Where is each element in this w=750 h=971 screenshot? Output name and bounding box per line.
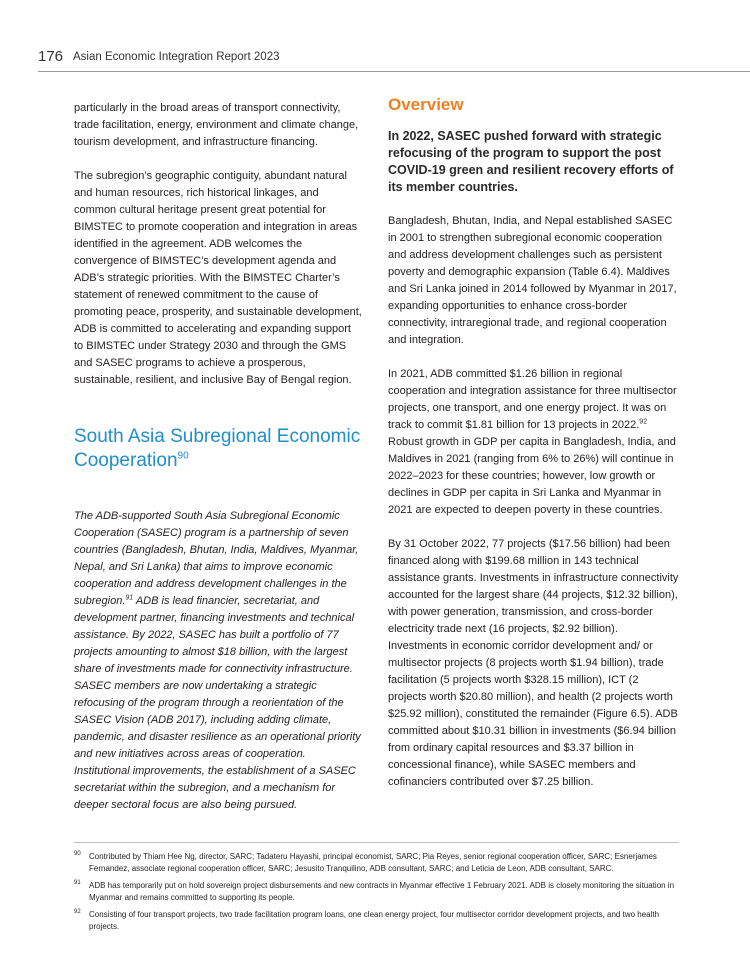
right-paragraph-3: By 31 October 2022, 77 projects ($17.56 billion) had been financed along with $199.68 million in 143 technical assistance grants. Investments in infrastructure connectivity accounted for the largest share (44 projects, $12.32 billion), with power generation, transmission, and cross-border electricity trade next (16 projects, $2.92 billion). Investments in economic corridor development and/ or multisector projects (8 projects worth $1.94 billion), trade facilitation (5 projects worth $328.15 million), ICT (2 projects worth $20.80 million), and health (2 projects worth $25.92 million), constituted the remainder (Figure 6.5). ADB committed about $10.31 billion in investments ($6.94 billion from ordinary capital resources and $3.37 billion in concessional finance), while SASEC members and cofinanciers contributed over $7.25 billion. — [388, 538, 679, 788]
left-paragraph-1: particularly in the broad areas of transport connectivity, trade facilitation, energy, environment and climate change, tourism development, and infrastructure financing. — [74, 102, 359, 148]
right-paragraph-2 — [388, 366, 679, 519]
footnote-92 — [74, 909, 679, 932]
italic-part-b: ADB is lead financier, secretariat, and development partner, financing investments and technical assistance. By 2022, SASEC has built a portfolio of 77 projects amounting to almost $18 billion, with the largest share of investments made for connectivity infrastructure. SASEC members are now undertaking a strategic refocusing of the program through a reorientation of the SASEC Vision (ADB 2017), including adding climate, pandemic, and disaster resilience as an operational priority and new initiatives across areas of cooperation. Institutional improvements, the establishment of a SASEC secretariat within the subregion, and a mechanism for deeper sectoral focus are also being pursued. — [74, 595, 361, 811]
page-header — [38, 47, 750, 72]
footnote-ref-91: 91 — [125, 594, 134, 602]
footnote-number: 92 — [74, 909, 81, 915]
italic-part-a: The ADB-supported South Asia Subregional Economic Cooperation (SASEC) program is a partnership of seven countries (Bangladesh, Bhutan, India, Maldives, Myanmar, Nepal, and Sri Lanka) that aims to improve economic cooperation and address development challenges in the subregion. — [74, 510, 359, 607]
right-paragraph-2a: In 2021, ADB committed $1.26 billion in regional cooperation and integration assistance for three multisector projects, one transport, and one energy project. It was on track to commit $1.81 billion for 13 projects in 2022. — [388, 368, 677, 431]
section-title-footnote-ref: 90 — [177, 450, 189, 462]
running-title: Asian Economic Integration Report 2023 — [73, 51, 280, 63]
footnote-ref-92: 92 — [639, 418, 648, 426]
footnotes — [74, 842, 679, 938]
footnote-90 — [74, 851, 679, 874]
footnote-91 — [74, 880, 679, 903]
footnote-number: 90 — [74, 851, 81, 857]
footnote-text: Contributed by Thiam Hee Ng, director, SARC; Tadateru Hayashi, principal economist, SARC; Pia Reyes, senior regional cooperation officer, SARC; Esnerjames Fernandez, associate regional cooperation officer, SARC; Jesusito Tranquilino, ADB consultant, SARC; and Leticia de Leon, ADB consultant, SARC. — [89, 852, 657, 873]
right-paragraph-2b: Robust growth in GDP per capita in Bangladesh, India, and Maldives in 2021 (ranging from 6% to 26%) will continue in 2022–2023 for these countries; however, low growth or declines in GDP per capita in Sri Lanka and Myanmar in 2021 are expected to deepen poverty in these countries. — [388, 436, 676, 516]
overview-heading: Overview — [388, 95, 464, 114]
page-number: 176 — [38, 48, 64, 65]
left-paragraph-2: The subregion’s geographic contiguity, abundant natural and human resources, rich historical linkages, and common cultural heritage present great potential for BIMSTEC to promote cooperation and integration in areas identified in the agreement. ADB welcomes the convergence of BIMSTEC’s development agenda and ADB’s strategic priorities. With the BIMSTEC Charter’s statement of renewed commitment to the cause of promoting peace, prosperity, and sustainable development, ADB is committed to accelerating and expanding support to BIMSTEC under Strategy 2030 and through the GMS and SASEC programs to achieve a prosperous, sustainable, resilient, and inclusive Bay of Bengal region. — [74, 170, 362, 386]
section-title — [74, 425, 362, 473]
right-column — [388, 95, 679, 791]
footnote-text: ADB has temporarily put on hold sovereign project disbursements and new contracts in Myanmar effective 1 February 2021. ADB is closely monitoring the situation in Myanmar and remains committed to supporting its people. — [89, 881, 675, 902]
footnote-text: Consisting of four transport projects, two trade facilitation program loans, one clean energy project, four multisector corridor development projects, and two health projects. — [89, 910, 660, 931]
overview-lead: In 2022, SASEC pushed forward with strategic refocusing of the program to support the post COVID-19 green and resilient recovery efforts of its member countries. — [388, 129, 674, 194]
section-intro-italic — [74, 508, 362, 814]
section-title-text: South Asia Subregional Economic Cooperation — [74, 426, 361, 471]
footnote-number: 91 — [74, 880, 81, 886]
right-paragraph-1: Bangladesh, Bhutan, India, and Nepal established SASEC in 2001 to strengthen subregional economic cooperation and address development challenges such as persistent poverty and demographic expansion (Table 6.4). Maldives and Sri Lanka joined in 2014 followed by Myanmar in 2017, expanding opportunities to enhance cross-border connectivity, intraregional trade, and regional cooperation and integration. — [388, 215, 677, 346]
left-column — [74, 100, 362, 814]
